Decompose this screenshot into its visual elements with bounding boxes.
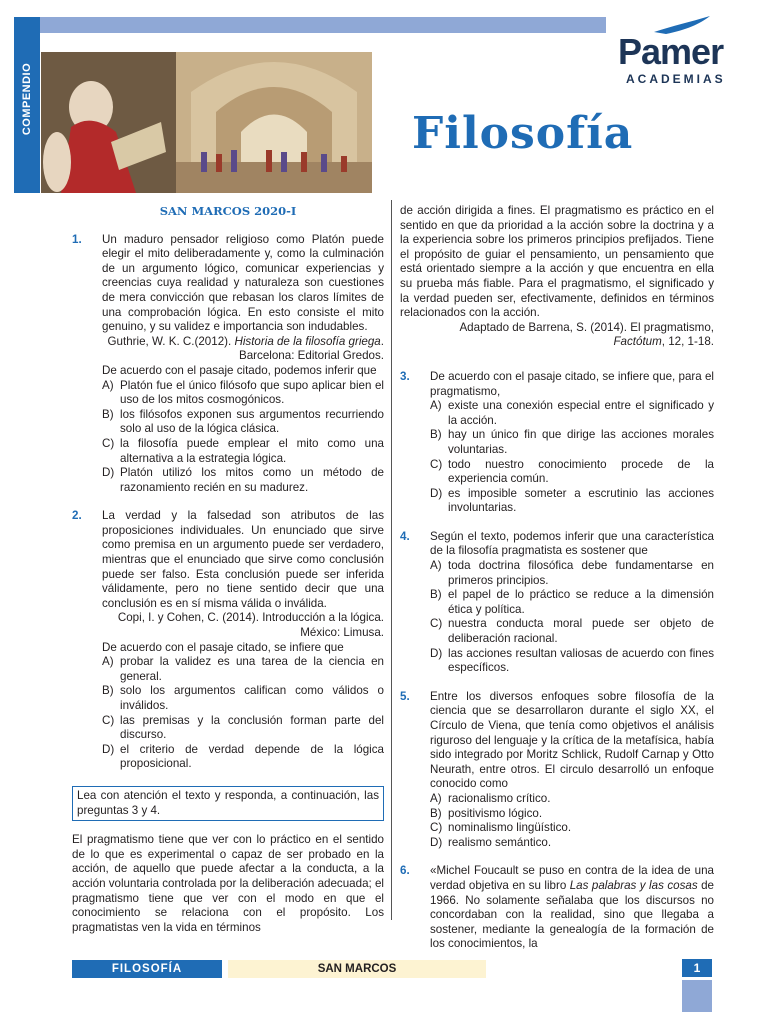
option-c[interactable]: C) la filosofía puede emplear el mito como una alternativa a la estrategia lógica. bbox=[102, 436, 384, 465]
option-d[interactable]: D) realismo semántico. bbox=[430, 835, 552, 849]
citation-place: Barcelona: Editorial Gredos. bbox=[239, 349, 384, 363]
option-c[interactable]: C) nominalismo lingüístico. bbox=[430, 821, 572, 835]
citation: Copi, I. y Cohen, C. (2014). Introducción a la lógica. bbox=[117, 611, 384, 625]
option-d[interactable]: D) Platón utilizó los mitos como un método de razonamiento recién en su madurez. bbox=[102, 466, 384, 494]
option-a[interactable]: A) probar la validez es una tarea de la ciencia en general. bbox=[102, 655, 384, 683]
exam-label: SAN MARCOS 2020-I bbox=[159, 204, 297, 218]
option-b[interactable]: B) los filósofos exponen sus argumentos recurriendo solo al uso de la lógica clásica. bbox=[102, 407, 384, 436]
logo-wordmark: Pamer bbox=[618, 31, 724, 72]
option-a[interactable]: A) existe una conexión especial entre el significado y la acción. bbox=[430, 399, 714, 427]
question-1 bbox=[72, 233, 384, 496]
top-accent-bar bbox=[40, 17, 606, 33]
question-number: 6. bbox=[400, 864, 410, 878]
footer-accent-block bbox=[682, 980, 712, 1012]
question-stem: De acuerdo con el pasaje citado, podemos inferir que bbox=[102, 363, 377, 377]
question-stem: De acuerdo con el pasaje citado, se infiere que, para el pragmatismo, bbox=[430, 369, 714, 398]
question-text: «Michel Foucault se puso en contra de la idea de una verdad objetiva en su libro Las palabras y las cosas de 1966. No solamente señalaba que los discursos no concordaban con la realidad, sino que llegaba a sostener, mediante la genealogía de la formación de los conocimientos, la bbox=[430, 864, 714, 951]
question-number: 3. bbox=[400, 369, 410, 383]
question-stem: Según el texto, podemos inferir que una característica de la filosofía pragmatista es sostener que bbox=[430, 529, 714, 558]
passage-text: El pragmatismo tiene que ver con lo práctico en el sentido de lo que es experimental o capaz de ser probado en la acción, de aquello que puede afectar a la conducta, a la acción voluntaria controlada por la deliberación adecuada; el pragmatismo tiene que ver con el modo en que el conocimiento se relaciona con el propósito. Los pragmatistas ven la vida en términos bbox=[72, 833, 384, 934]
question-stem: Entre los diversos enfoques sobre filosofía de la ciencia que se desarrollaron durante el siglo XX, el Círculo de Viena, que tenía como objetivos el análisis riguroso del lenguaje y la crítica de la metafísica, había sido integrado por Moritz Schlick, Rudolf Carnap y Otto Neurath, entre otros. El circulo desarrolló un enfoque conocido como bbox=[430, 689, 714, 791]
question-stem: De acuerdo con el pasaje citado, se infiere que bbox=[102, 640, 344, 654]
logo-subtitle: ACADEMIAS bbox=[626, 72, 726, 86]
option-d[interactable]: D) es imposible someter a escrutinio las acciones involuntarias. bbox=[430, 486, 714, 515]
option-a[interactable]: A) toda doctrina filosófica debe fundamentarse en primeros principios. bbox=[430, 559, 714, 587]
option-c[interactable]: C) las premisas y la conclusión forman parte del discurso. bbox=[102, 713, 384, 742]
compendio-tab bbox=[14, 17, 40, 193]
question-text: Un maduro pensador religioso como Platón puede elegir el mito deliberadamente y, como la culminación de un argumento lógico, comunicar experiencias y creencias cuya realidad y naturaleza son cuestiones de mera convicción que rebasan los claros límites de una comprobación lógica. En esto consiste el mito genuino, y su validez e importancia son indudables. bbox=[102, 232, 384, 334]
option-c[interactable]: C) nuestra conducta moral puede ser objeto de deliberación racional. bbox=[430, 617, 714, 646]
question-5 bbox=[400, 690, 714, 851]
page-number: 1 bbox=[682, 959, 712, 977]
right-column bbox=[400, 204, 714, 952]
citation: Guthrie, W. K. C.(2012). Historia de la filosofía griega. bbox=[107, 334, 384, 348]
question-text: La verdad y la falsedad son atributos de las proposiciones individuales. Un enunciado que sirve como premisa en un argumento puede ser verdadero, mientras que el enunciado que sirve como conclusión puede ser falso. Esta conclusión puede ser inferida válidamente, pero no tiene sentido decir que una conclusión es en sí misma válida o inválida. bbox=[102, 509, 384, 610]
compendio-label: COMPENDIO bbox=[21, 62, 33, 136]
column-divider bbox=[391, 200, 392, 920]
left-column bbox=[72, 204, 384, 935]
option-a[interactable]: A) racionalismo crítico. bbox=[430, 791, 551, 805]
option-b[interactable]: B) solo los argumentos califican como válidos o inválidos. bbox=[102, 684, 384, 712]
question-number: 2. bbox=[72, 509, 82, 523]
footer-subject: FILOSOFÍA bbox=[72, 960, 222, 978]
page-title: Filosofía bbox=[412, 108, 634, 159]
option-b[interactable]: B) positivismo lógico. bbox=[430, 806, 543, 820]
option-d[interactable]: D) el criterio de verdad depende de la lógica proposicional. bbox=[102, 742, 384, 771]
question-number: 4. bbox=[400, 529, 410, 543]
option-b[interactable]: B) hay un único fin que dirige las acciones morales voluntarias. bbox=[430, 428, 714, 456]
passage-continuation: de acción dirigida a fines. El pragmatismo es práctico en el sentido en que da prioridad a la acción sobre la doctrina y a la experiencia sobre los primeros principios prefijados. Tiene el propósito de guiar el pensamiento, un pensamiento que está orientado siempre a la acción y que encuentra en ella su prueba más fiable. Para el pragmatismo, el significado y la verdad pueden ser, efectivamente, definidos en términos relacionados con la acción. bbox=[400, 204, 714, 320]
question-6 bbox=[400, 864, 714, 952]
passage-citation-journal: Factótum, 12, 1-18. bbox=[613, 335, 714, 349]
question-number: 1. bbox=[72, 232, 82, 246]
citation-place: México: Limusa. bbox=[300, 626, 384, 640]
option-a[interactable]: A) Platón fue el único filósofo que supo aplicar bien el uso de los mitos cosmogónicos. bbox=[102, 378, 384, 407]
header-artwork-image bbox=[41, 52, 372, 193]
question-2 bbox=[72, 509, 384, 772]
option-b[interactable]: B) el papel de lo práctico se reduce a la dimensión ética y política. bbox=[430, 588, 714, 616]
passage-citation: Adaptado de Barrena, S. (2014). El pragmatismo, bbox=[459, 320, 714, 334]
option-c[interactable]: C) todo nuestro conocimiento procede de la experiencia común. bbox=[430, 457, 714, 486]
question-number: 5. bbox=[400, 689, 410, 703]
question-4 bbox=[400, 530, 714, 676]
question-3 bbox=[400, 370, 714, 516]
option-d[interactable]: D) las acciones resultan valiosas de acuerdo con fines específicos. bbox=[430, 646, 714, 675]
pamer-logo bbox=[616, 14, 738, 86]
instruction-box: Lea con atención el texto y responda, a continuación, las preguntas 3 y 4. bbox=[72, 786, 384, 821]
footer-university: SAN MARCOS bbox=[228, 960, 486, 978]
